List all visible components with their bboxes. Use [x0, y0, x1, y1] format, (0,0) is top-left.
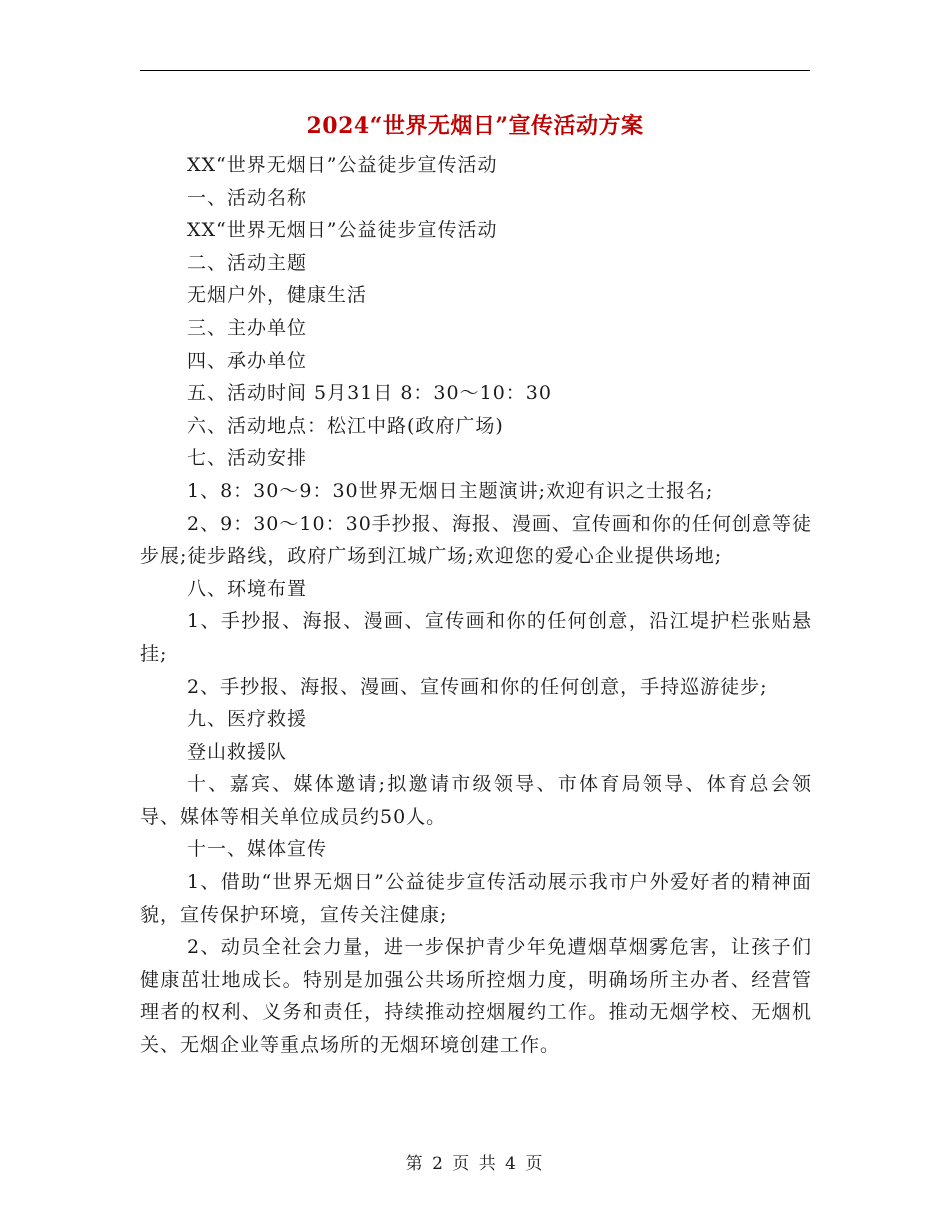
heading-activity-theme: 二、活动主题 — [187, 251, 308, 274]
header-rule — [140, 70, 810, 71]
heading-media-publicity: 十一、媒体宣传 — [187, 838, 328, 861]
paragraph-environment-2: 2、手抄报、海报、漫画、宣传画和你的任何创意，手持巡游徒步; — [187, 675, 768, 698]
heading-environment: 八、环境布置 — [187, 577, 308, 600]
paragraph-activity-name: XX“世界无烟日”公益徒步宣传活动 — [187, 219, 498, 242]
heading-organizer: 三、主办单位 — [187, 316, 308, 339]
paragraph-schedule-1: 1、8：30～9：30世界无烟日主题演讲;欢迎有识之士报名; — [187, 479, 714, 502]
paragraph-medical-rescue: 登山救援队 — [187, 740, 288, 763]
heading-co-organizer: 四、承办单位 — [187, 349, 308, 372]
paragraph-publicity-2: 2、动员全社会力量，进一步保护青少年免遭烟草烟雾危害，让孩子们健康茁壮地成长。特别是加强公共场所控烟力度，明确场所主办者、经营管理者的权利、义务和责任，持续推动控烟履约工作。推动无烟学校、无烟机关、无烟企业等重点场所的无烟环境创建工作。 — [140, 936, 812, 1057]
document-body — [140, 149, 812, 1062]
document-title: 2024“世界无烟日”宣传活动方案 — [306, 113, 644, 139]
paragraph-intro: XX“世界无烟日”公益徒步宣传活动 — [187, 154, 498, 176]
heading-activity-schedule: 七、活动安排 — [187, 447, 308, 470]
paragraph-environment-1: 1、手抄报、海报、漫画、宣传画和你的任何创意，沿江堤护栏张贴悬挂; — [140, 610, 812, 665]
heading-medical-rescue: 九、医疗救援 — [187, 708, 308, 731]
heading-activity-time: 五、活动时间 5月31日 8：30～10：30 — [187, 382, 552, 405]
paragraph-activity-theme: 无烟户外，健康生活 — [187, 284, 368, 307]
heading-activity-location: 六、活动地点：松江中路(政府广场) — [187, 414, 504, 437]
paragraph-publicity-1: 1、借助“世界无烟日”公益徒步宣传活动展示我市户外爱好者的精神面貌，宣传保护环境，宣传关注健康; — [140, 871, 812, 926]
paragraph-guests-media: 十、嘉宾、媒体邀请;拟邀请市级领导、市体育局领导、体育总会领导、媒体等相关单位成员约50人。 — [140, 773, 812, 828]
page-number: 第 2 页 共 4 页 — [405, 1154, 545, 1174]
paragraph-schedule-2: 2、9：30～10：30手抄报、海报、漫画、宣传画和你的任何创意等徒步展;徒步路线，政府广场到江城广场;欢迎您的爱心企业提供场地; — [140, 512, 812, 568]
heading-activity-name: 一、活动名称 — [187, 186, 308, 209]
